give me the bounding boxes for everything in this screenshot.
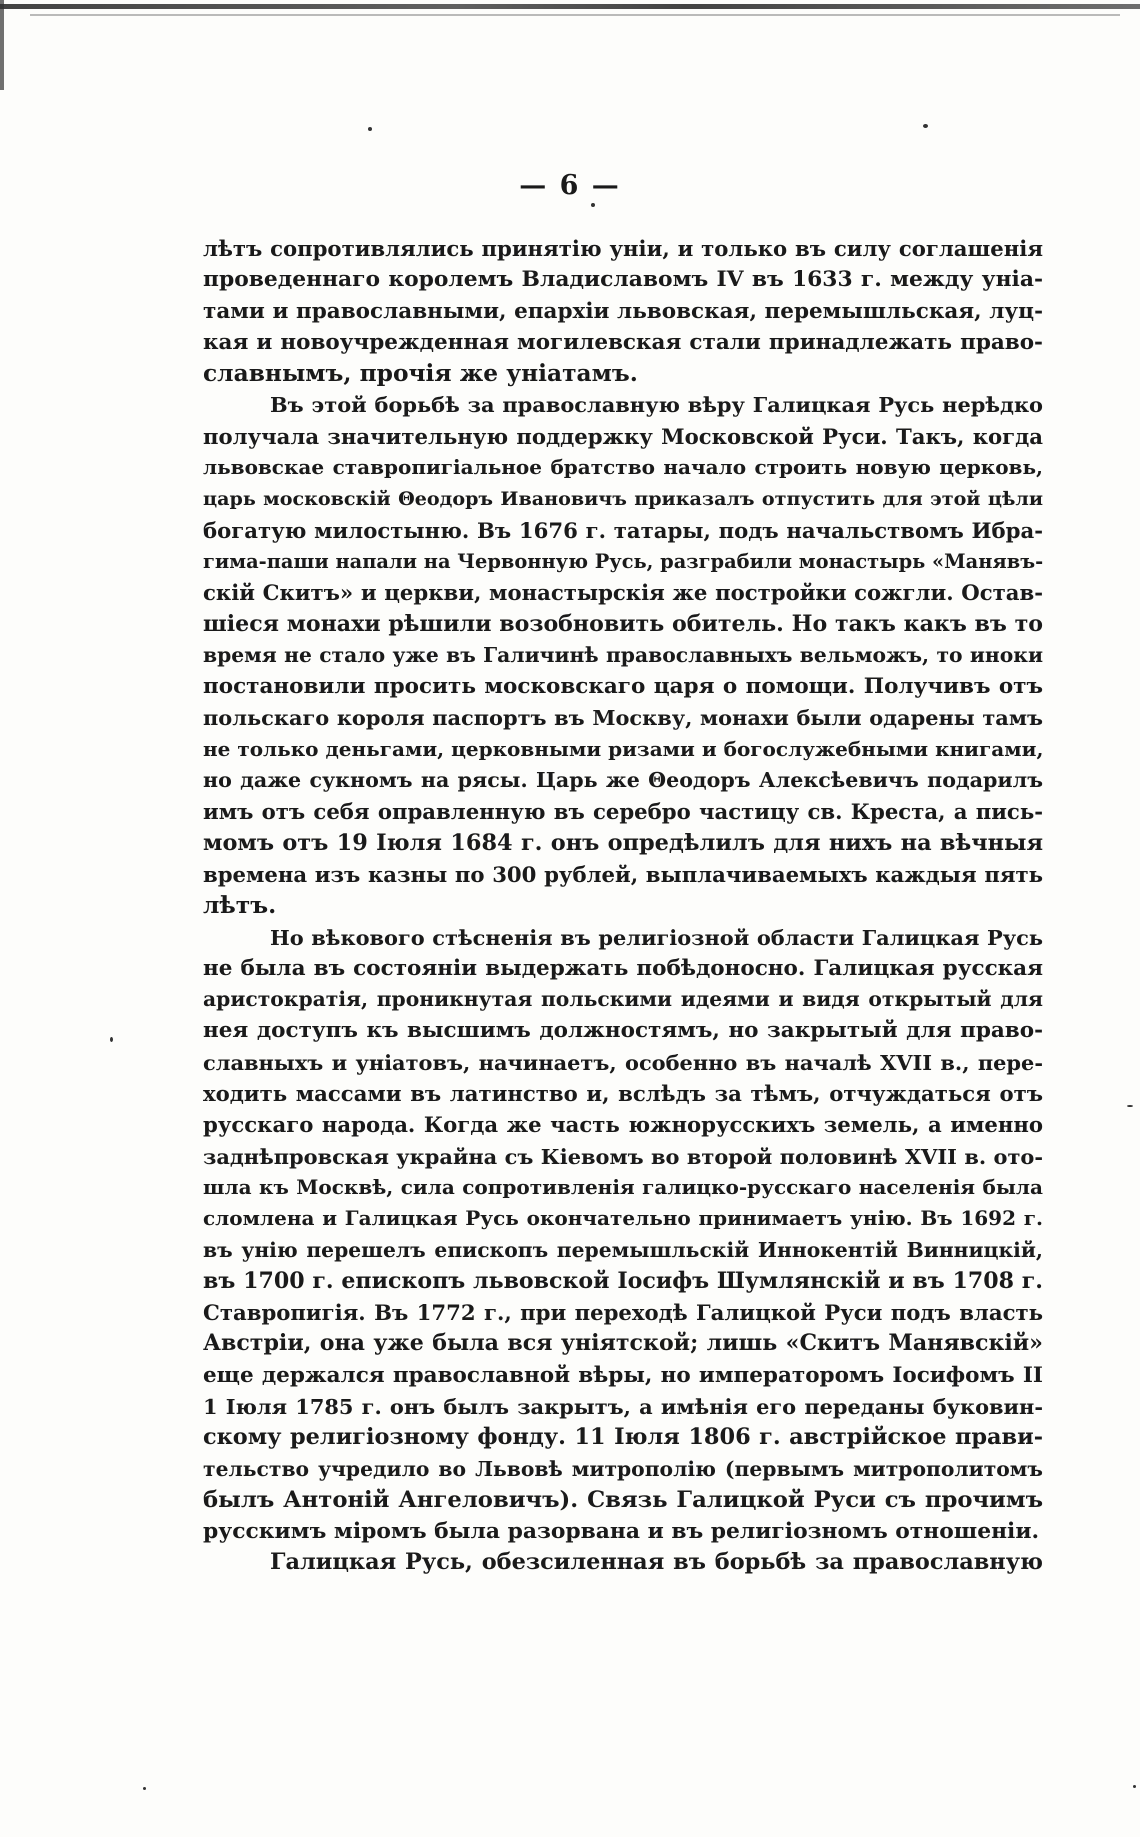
text-line: не была въ состояніи выдержать побѣдоносно. Галицкая русская [203,955,1043,981]
text-line: аристократія, проникнутая польскими идеями и видя открытый для [203,987,1043,1012]
text-line: шіеся монахи рѣшили возобновить обитель. Но такъ какъ въ то [203,610,1043,637]
body-text [203,233,1043,1579]
top-edge-rule [0,4,1140,9]
text-line: кая и новоучрежденная могилевская стали принадлежать право- [203,329,1043,355]
speck-mark [591,203,595,207]
text-line: времена изъ казны по 300 рублей, выплачиваемыхъ каждыя пять [203,861,1043,887]
speck-mark [368,127,372,131]
text-line: сломлена и Галицкая Русь окончательно принимаетъ унію. Въ 1692 г. [203,1206,1043,1231]
text-line: львовскае ставропигіальное братство начало строить новую церковь, [203,455,1043,480]
text-line: русскимъ міромъ была разорвана и въ религіозномъ отношеніи. [203,1519,1040,1545]
text-line: тельство учредило во Львовѣ митрополію (первымъ митрополитомъ [203,1456,1043,1481]
text-line: русскаго народа. Когда же часть южнорусскихъ земель, а именно [203,1112,1043,1138]
text-line: былъ Антоній Ангеловичъ). Связь Галицкой Руси съ прочимъ [203,1486,1043,1513]
speck-mark [143,1787,146,1790]
text-line: славныхъ и уніатовъ, начинаетъ, особенно въ началѣ XVII в., пере- [203,1049,1043,1075]
text-line: царь московскій Θеодоръ Ивановичъ приказалъ отпустить для этой цѣли [203,487,1043,511]
text-line: проведеннаго королемъ Владиславомъ IV въ 1633 г. между уніа- [203,267,1043,293]
speck-mark [1127,1105,1133,1107]
text-line: но даже сукномъ на рясы. Царь же Θеодоръ Алексѣевичъ подарилъ [203,768,1043,793]
text-line: польскаго короля паспортъ въ Москву, монахи были одарены тамъ [203,705,1043,731]
text-line: лѣтъ сопротивлялись принятію уніи, и только въ силу соглашенія [203,236,1043,261]
text-line: еще держался православной вѣры, но императоромъ Іосифомъ II [203,1362,1043,1388]
text-line: момъ отъ 19 Іюля 1684 г. онъ опредѣлилъ для нихъ на вѣчныя [203,829,1043,856]
text-line: славнымъ, прочія же уніатамъ. [203,360,638,388]
text-line: скому религіозному фонду. 11 Іюля 1806 г. австрійское прави- [203,1424,1043,1451]
speck-mark [110,1037,113,1042]
text-line: шла къ Москвѣ, сила сопротивленія галицко-русскаго населенія была [203,1174,1043,1199]
text-line: Но вѣкового стѣсненія въ религіозной области Галицкая Русь [270,924,1043,950]
text-line: ходить массами въ латинство и, вслѣдъ за тѣмъ, отчуждаться отъ [203,1081,1043,1107]
text-line: получала значительную поддержку Московской Руси. Такъ, когда [203,423,1043,449]
text-line: Австріи, она уже была вся уніятской; лишь «Скитъ Манявскій» [203,1330,1043,1357]
text-line: время не стало уже въ Галичинѣ православныхъ вельможъ, то иноки [203,642,1043,667]
text-line: постановили просить московскаго царя о помощи. Получивъ отъ [203,674,1043,700]
text-line: Въ этой борьбѣ за православную вѣру Галицкая Русь нерѣдко [270,392,1043,418]
text-line: имъ отъ себя оправленную въ серебро частицу св. Креста, а пись- [203,799,1043,825]
text-line: богатую милостыню. Въ 1676 г. татары, подъ начальствомъ Ибра- [203,517,1043,543]
text-line: тами и православными, епархіи львовская, перемышльская, луц- [203,298,1043,324]
text-line: не только деньгами, церковными ризами и богослужебными книгами, [203,736,1043,761]
text-line: Галицкая Русь, обезсиленная въ борьбѣ за православную [270,1549,1043,1576]
text-line: лѣтъ. [203,892,277,920]
top-edge-rule-secondary [30,14,1120,16]
text-line: нея доступъ къ высшимъ должностямъ, но закрытый для право- [203,1018,1043,1044]
left-edge-mark [0,0,4,90]
text-line: гима-паши напали на Червонную Русь, разграбили монастырь «Манявъ- [203,549,1043,573]
text-line: въ 1700 г. епископъ львовской Іосифъ Шумлянскій и въ 1708 г. [203,1267,1043,1294]
text-line: 1 Іюля 1785 г. онъ былъ закрытъ, а имѣнія его переданы буковин- [203,1393,1043,1419]
speck-mark [923,124,928,128]
page-number: — 6 — [519,170,621,201]
speck-mark [1133,1785,1136,1788]
text-line: скій Скитъ» и церкви, монастырскія же постройки сожгли. Остав- [203,580,1043,606]
text-line: заднѣпровская украйна съ Кіевомъ во второй половинѣ XVII в. ото- [203,1143,1043,1169]
text-line: Ставропигія. Въ 1772 г., при переходѣ Галицкой Руси подъ власть [203,1300,1043,1326]
text-line: въ унію перешелъ епископъ перемышльскій Иннокентій Винницкій, [203,1237,1043,1262]
